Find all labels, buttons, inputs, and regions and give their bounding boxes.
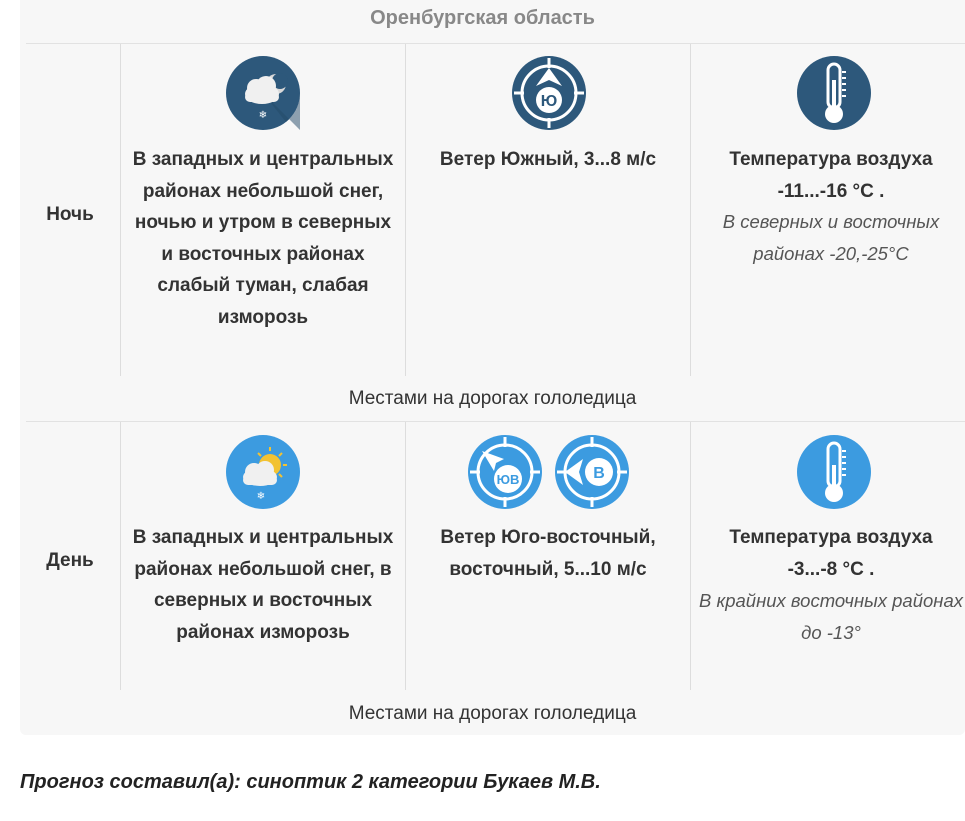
night-temp-note: В северных и восточных районах -20,-25°C	[722, 211, 940, 264]
night-roads-note: Местами на дорогах гололедица	[348, 388, 637, 409]
column-divider	[405, 44, 406, 376]
day-weather-text: В западных и центральных районах небольшой снег, в северных и восточных районах изморозь	[132, 527, 394, 643]
wind-east-icon	[555, 435, 629, 509]
column-divider	[690, 422, 691, 690]
forecaster-signature: Прогноз составил(а): синоптик 2 категории Букаев М.В.	[20, 771, 601, 793]
thermometer-icon	[797, 56, 871, 130]
svg-text:В: В	[593, 465, 605, 482]
sun-cloud-snow-icon	[226, 435, 300, 509]
header-divider	[26, 43, 965, 44]
svg-text:Ю: Ю	[540, 93, 558, 110]
column-divider	[690, 44, 691, 376]
svg-text:❄: ❄	[256, 491, 266, 502]
column-divider	[120, 422, 121, 690]
column-divider	[405, 422, 406, 690]
column-divider	[120, 44, 121, 376]
svg-text:ЮВ: ЮВ	[496, 472, 520, 487]
wind-southeast-icon	[468, 435, 542, 509]
wind-south-icon	[512, 56, 586, 130]
svg-text:❄: ❄	[258, 110, 268, 121]
day-roads-note: Местами на дорогах гололедица	[348, 703, 637, 724]
night-temp-title: Температура воздуха	[729, 149, 933, 170]
night-wind-text: Ветер Южный, 3...8 м/с	[439, 149, 657, 170]
night-temp-value: -11...-16 °C .	[777, 181, 885, 202]
region-title: Оренбургская область	[370, 7, 595, 29]
day-label: День	[46, 550, 94, 571]
day-wind-text: Ветер Юго-восточный, восточный, 5...10 м/с	[440, 527, 656, 580]
thermometer-icon	[797, 435, 871, 509]
night-weather-text: В западных и центральных районах небольшой снег, ночью и утром в северных и восточных районах слабый туман, слабая изморозь	[132, 149, 394, 328]
day-temp-note: В крайних восточных районах до -13°	[698, 590, 964, 643]
day-temp-value: -3...-8 °C .	[787, 559, 875, 580]
cloud-moon-snow-icon	[226, 56, 300, 130]
row-divider	[26, 421, 965, 422]
day-temp-title: Температура воздуха	[729, 527, 933, 548]
night-label: Ночь	[46, 204, 94, 225]
